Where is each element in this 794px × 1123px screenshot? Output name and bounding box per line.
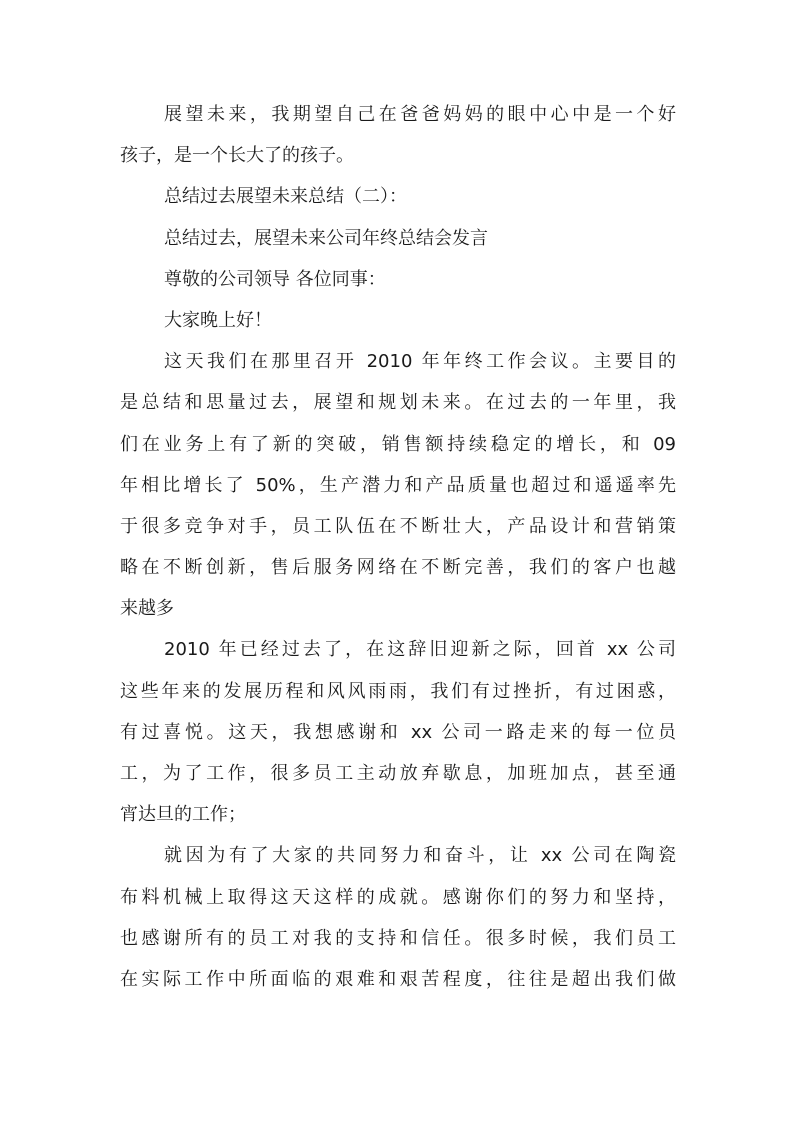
document-body (120, 94, 676, 1000)
text-line: 就因为有了大家的共同努力和奋斗，让 xx 公司在陶瓷 (164, 845, 676, 867)
text-line: 2010 年已经过去了，在这辞旧迎新之际，回首 xx 公司 (164, 639, 676, 661)
text-line: 这天我们在那里召开 2010 年年终工作会议。主要目的 (164, 351, 676, 373)
text-line: 孩子，是一个长大了的孩子。 (120, 145, 354, 167)
text-line: 是总结和思量过去，展望和规划未来。在过去的一年里，我 (120, 392, 676, 414)
text-line: 们在业务上有了新的突破，销售额持续稳定的增长，和 09 (120, 433, 676, 455)
text-line: 来越多 (120, 598, 174, 620)
text-line: 展望未来，我期望自己在爸爸妈妈的眼中心中是一个好 (164, 104, 676, 125)
text-line: 这些年来的发展历程和风风雨雨，我们有过挫折，有过困惑， (120, 680, 676, 702)
text-line: 工，为了工作，很多员工主动放弃歇息，加班加点，甚至通 (120, 763, 676, 784)
text-line: 于很多竞争对手，员工队伍在不断壮大，产品设计和营销策 (120, 515, 676, 537)
text-line: 布料机械上取得这天这样的成就。感谢你们的努力和坚持， (120, 886, 676, 908)
text-line: 大家晚上好！ (164, 309, 272, 331)
text-line: 在实际工作中所面临的艰难和艰苦程度，往往是超出我们做 (120, 968, 676, 990)
text-line: 年相比增长了 50%，生产潜力和产品质量也超过和遥遥率先 (120, 474, 676, 496)
text-line: 总结过去，展望未来公司年终总结会发言 (164, 227, 488, 249)
text-line: 尊敬的公司领导 各位同事： (164, 268, 386, 290)
text-line: 略在不断创新，售后服务网络在不断完善，我们的客户也越 (120, 557, 676, 579)
text-line: 总结过去展望未来总结（二）： (164, 186, 407, 208)
text-line: 有过喜悦。这天，我想感谢和 xx 公司一路走来的每一位员 (120, 721, 676, 743)
text-line: 也感谢所有的员工对我的支持和信任。很多时候，我们员工 (120, 927, 676, 949)
text-line: 宵达旦的工作； (120, 804, 246, 826)
